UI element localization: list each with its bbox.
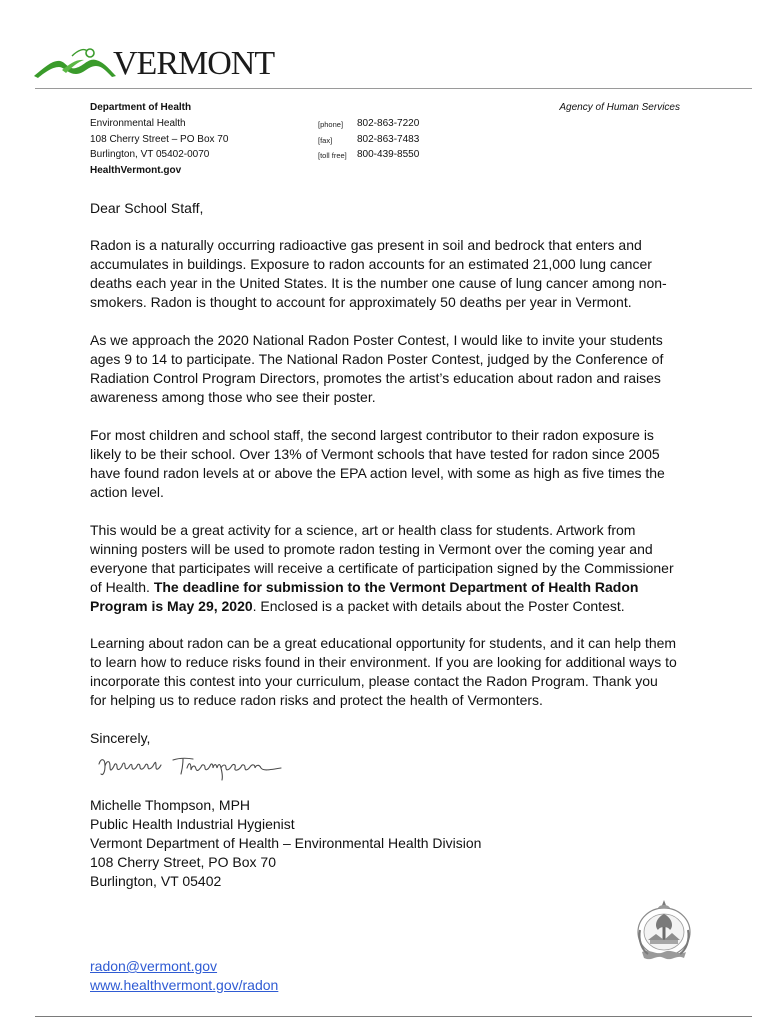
- signer-address-line-1: 108 Cherry Street, PO Box 70: [90, 854, 276, 870]
- paragraph-4-text: This would be a great activity for a science, art or health class for students. Artwork from winning posters will be used to promote radon testing in Vermont over the coming year and everyone that participates will receive a certificate of participation signed by the Commissioner of Health.: [90, 522, 674, 595]
- department-name: Department of Health: [90, 102, 192, 113]
- green-mountain-bird-icon: [32, 46, 118, 82]
- email-link[interactable]: radon@vermont.gov: [90, 958, 218, 974]
- agency-name: Agency of Human Services: [559, 102, 680, 113]
- phone-number: 802-863-7220: [357, 118, 420, 129]
- toll-free-label: [toll free]: [318, 151, 347, 160]
- phone-label: [phone]: [318, 120, 344, 129]
- signer-address-line-2: Burlington, VT 05402: [90, 873, 222, 889]
- vermont-wordmark: VERMONT: [113, 45, 275, 82]
- city-address: Burlington, VT 05402-0070: [90, 149, 210, 160]
- footer-rule: [35, 1016, 752, 1017]
- toll-free-number: 800-439-8550: [357, 149, 420, 160]
- signer-title: Public Health Industrial Hygienist: [90, 816, 295, 832]
- fax-label: [fax]: [318, 136, 333, 145]
- paragraph-5: Learning about radon can be a great educational opportunity for students, and it can help them to learn how to reduce risks found in their environment. If you are looking for additional ways to incorporate this contest into your curriculum, please contact the Radon Program. Thank you for helping us to reduce radon risks and protect the health of Vermonters.: [90, 635, 677, 708]
- header-rule: [35, 88, 752, 89]
- closing: Sincerely,: [90, 730, 151, 746]
- paragraph-2: As we approach the 2020 National Radon Poster Contest, I would like to invite your students ages 9 to 14 to participate. The National Radon Poster Contest, judged by the Conference of Radiation Control Program Directors, promotes the artist’s education about radon and raises awareness among those who see their poster.: [90, 332, 664, 405]
- division-name: Environmental Health: [90, 118, 186, 129]
- paragraph-4-end: . Enclosed is a packet with details about the Poster Contest.: [252, 598, 625, 614]
- fax-number: 802-863-7483: [357, 134, 420, 145]
- signer-organization: Vermont Department of Health – Environmental Health Division: [90, 835, 482, 851]
- signer-name: Michelle Thompson, MPH: [90, 797, 251, 813]
- deadline-statement: The deadline for submission to the Vermont Department of Health Radon Program is May 29, 2020: [90, 579, 639, 614]
- website-url-link[interactable]: www.healthvermont.gov/radon: [90, 977, 279, 993]
- street-address: 108 Cherry Street – PO Box 70: [90, 134, 229, 145]
- salutation: Dear School Staff,: [90, 200, 204, 216]
- website-link[interactable]: HealthVermont.gov: [90, 165, 182, 176]
- paragraph-4: [90, 521, 678, 616]
- paragraph-3: For most children and school staff, the second largest contributor to their radon exposure is likely to be their school. Over 13% of Vermont schools that have tested for radon since 2005 have found radon levels at or above the EPA action level, with some as high as five times the action level.: [90, 427, 665, 500]
- signature: [95, 750, 285, 784]
- paragraph-1: Radon is a naturally occurring radioactive gas present in soil and bedrock that enters and accumulates in buildings. Exposure to radon accounts for an estimated 21,000 lung cancer deaths each year in the United States. It is the number one cause of lung cancer among non-smokers. Radon is thought to account for approximately 50 deaths per year in Vermont.: [90, 237, 667, 310]
- vermont-state-seal-icon: [634, 896, 694, 964]
